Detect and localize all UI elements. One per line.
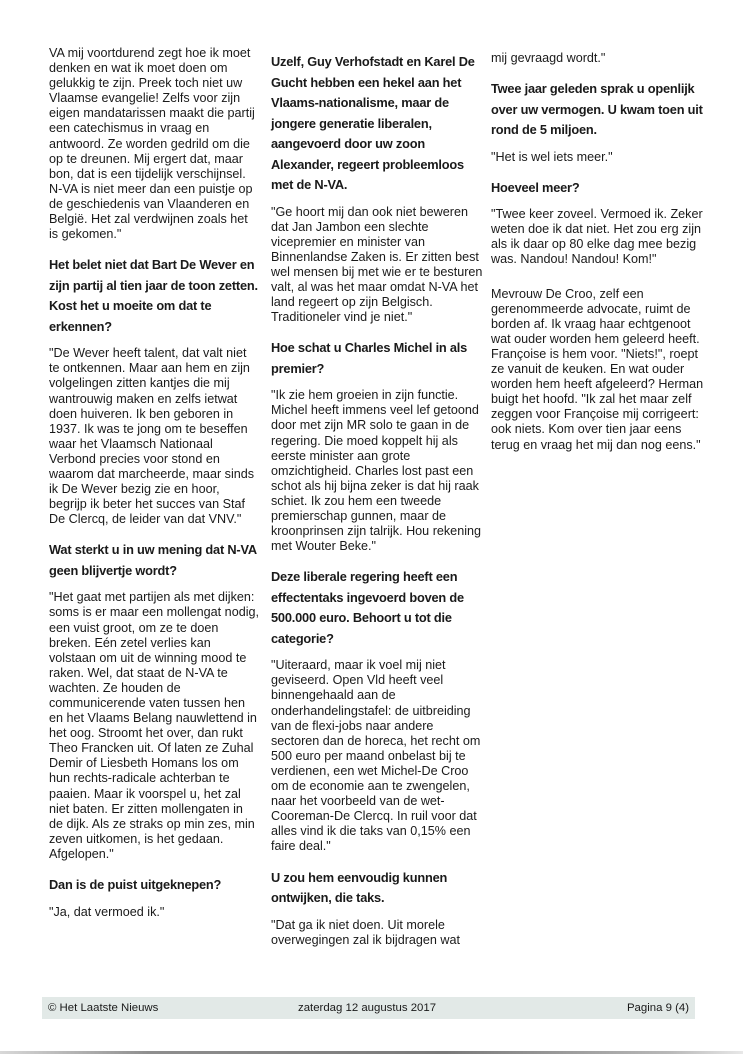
body-paragraph: "Het is wel iets meer.": [491, 149, 613, 164]
body-paragraph: "Het gaat met partijen als met dijken: soms is er maar een mollengat nodig, een vuist groot, om ze te doen breken. Eén zetel verlies kan volstaan om uit de winning mood te raken. Wel, dat staat de N-VA te wachten. Ze houden de communicerende vaten tussen hen en het Vlaams Belang nauwlettend in het oog. Stroomt het over, dan rukt Theo Francken uit. Of laten ze Zuhal Demir of Liesbeth Homans los om hun rechts-radicale achterban te paaien. Maar ik voorspel u, het zal niet baten. Er zitten mollengaten in de dijk. Als ze straks op min zes, min zeven uitkomen, is het gedaan. Afgelopen.": [49, 590, 259, 861]
interview-question: Twee jaar geleden sprak u openlijk over uw vermogen. U kwam toen uit rond de 5 miljoen.: [491, 81, 703, 138]
interview-question: Hoeveel meer?: [491, 179, 580, 195]
footer-page-number: Pagina 9 (4): [626, 1002, 689, 1014]
interview-question: Het belet niet dat Bart De Wever en zijn partij al tien jaar de toon zetten. Kost het u moeite om dat te erkennen?: [49, 257, 258, 334]
body-paragraph: "Dat ga ik niet doen. Uit morele overwegingen zal ik bijdragen wat: [271, 917, 461, 947]
page-bottom-divider: [0, 1051, 743, 1054]
interview-question: Wat sterkt u in uw mening dat N-VA geen blijvertje wordt?: [49, 542, 257, 578]
interview-question: Dan is de puist uitgeknepen?: [49, 877, 222, 893]
interview-question: Deze liberale regering heeft een effectentaks ingevoerd boven de 500.000 euro. Behoort u tot die categorie?: [271, 569, 464, 646]
body-paragraph: "Ja, dat vermoed ik.": [49, 904, 165, 919]
body-paragraph: VA mij voortdurend zegt hoe ik moet denken en wat ik moet doen om gelukkig te zijn. Preek toch niet uw Vlaamse evangelie! Zelfs voor zijn eigen mandatarissen maakt die partij een catechismus in vraag en antwoord. Ze worden gedrild om die op te dreunen. Mij ergert dat, maar bon, dat is een tijdelijk verschijnsel. N-VA is niet meer dan een puistje op de geschiedenis van Vlaanderen en België. Het zal verdwijnen zoals het is gekomen.": [49, 46, 255, 242]
article-column-2: [271, 52, 483, 961]
article-column-3: [491, 51, 706, 466]
body-paragraph: mij gevraagd wordt.": [491, 51, 606, 65]
interview-question: Uzelf, Guy Verhofstadt en Karel De Gucht hebben een hekel aan het Vlaams-nationalisme, maar de jongere generatie liberalen, aangevoerd door uw zoon Alexander, regeert probleemloos met de N-VA.: [271, 54, 475, 192]
interview-question: U zou hem eenvoudig kunnen ontwijken, die taks.: [271, 869, 448, 905]
body-paragraph: "De Wever heeft talent, dat valt niet te ontkennen. Maar aan hem en zijn volgelingen zitten kantjes die mij wantrouwig maken en zelfs ietwat doen huiveren. Ik ben geboren in 1937. Ik was te jong om te beseffen waar het Vlaamsch Nationaal Verbond precies voor stond en waarom dat marcheerde, maar sinds ik De Wever bezig zie en hoor, begrijp ik beter het succes van Staf De Clercq, de leider van dat VNV.": [49, 346, 255, 527]
body-paragraph: "Ik zie hem groeien in zijn functie. Michel heeft immens veel lef getoond door met zijn MR solo te gaan in de regering. Die moed koppelt hij als eerste minister aan grote omzichtigheid. Charles lost past een schot als hij bijna zeker is dat hij raak schiet. Ik zou hem een tweede premierschap gunnen, maar de kroonprinsen zijn talrijk. Hou rekening met Wouter Beke.": [271, 388, 481, 554]
page-footer: [42, 997, 695, 1019]
body-paragraph: Mevrouw De Croo, zelf een gerenommeerde advocate, ruimt de borden af. Ik vraag haar echtgenoot wat ouder worden hem geleerd heeft. Françoise is hem voor. "Niets!", roept ze vanuit de keuken. En wat ouder worden hem heeft afgeleerd? Herman buigt het hoofd. "Ik zal het maar zelf zeggen voor Françoise mij corrigeert: ook niets. Kom over tien jaar eens terug en vraag het mij dan nog eens.": [491, 286, 704, 452]
body-paragraph: "Ge hoort mij dan ook niet beweren dat Jan Jambon een slechte vicepremier en minister van Binnenlandse Zaken is. Er zitten best wel mensen bij met wie er te besturen valt, al was het maar omdat N-VA het land regeert op zijn Belgisch. Traditioneler vind je niet.": [271, 204, 483, 325]
body-paragraph: "Twee keer zoveel. Vermoed ik. Zeker weten doe ik dat niet. Het zou erg zijn als ik daar op 80 elke dag mee bezig was. Nandou! Nandou! Kom!": [491, 207, 703, 267]
article-column-1: [49, 46, 259, 933]
body-paragraph: "Uiteraard, maar ik voel mij niet geviseerd. Open Vld heeft veel binnengehaald aan de onderhandelingstafel: de uitbreiding van de flexi-jobs naar andere sectoren dan de horeca, het recht om 500 euro per maand onbelast bij te verdienen, een wet Michel-De Croo om de economie aan te zwengelen, naar het voorbeeld van de wet-Cooreman-De Clercq. In ruil voor dat alles vind ik die taks van 0,15% een faire deal.": [271, 658, 481, 854]
footer-source: © Het Laatste Nieuws: [48, 1002, 159, 1014]
footer-date: zaterdag 12 augustus 2017: [298, 1002, 437, 1014]
interview-question: Hoe schat u Charles Michel in als premier?: [271, 340, 468, 376]
